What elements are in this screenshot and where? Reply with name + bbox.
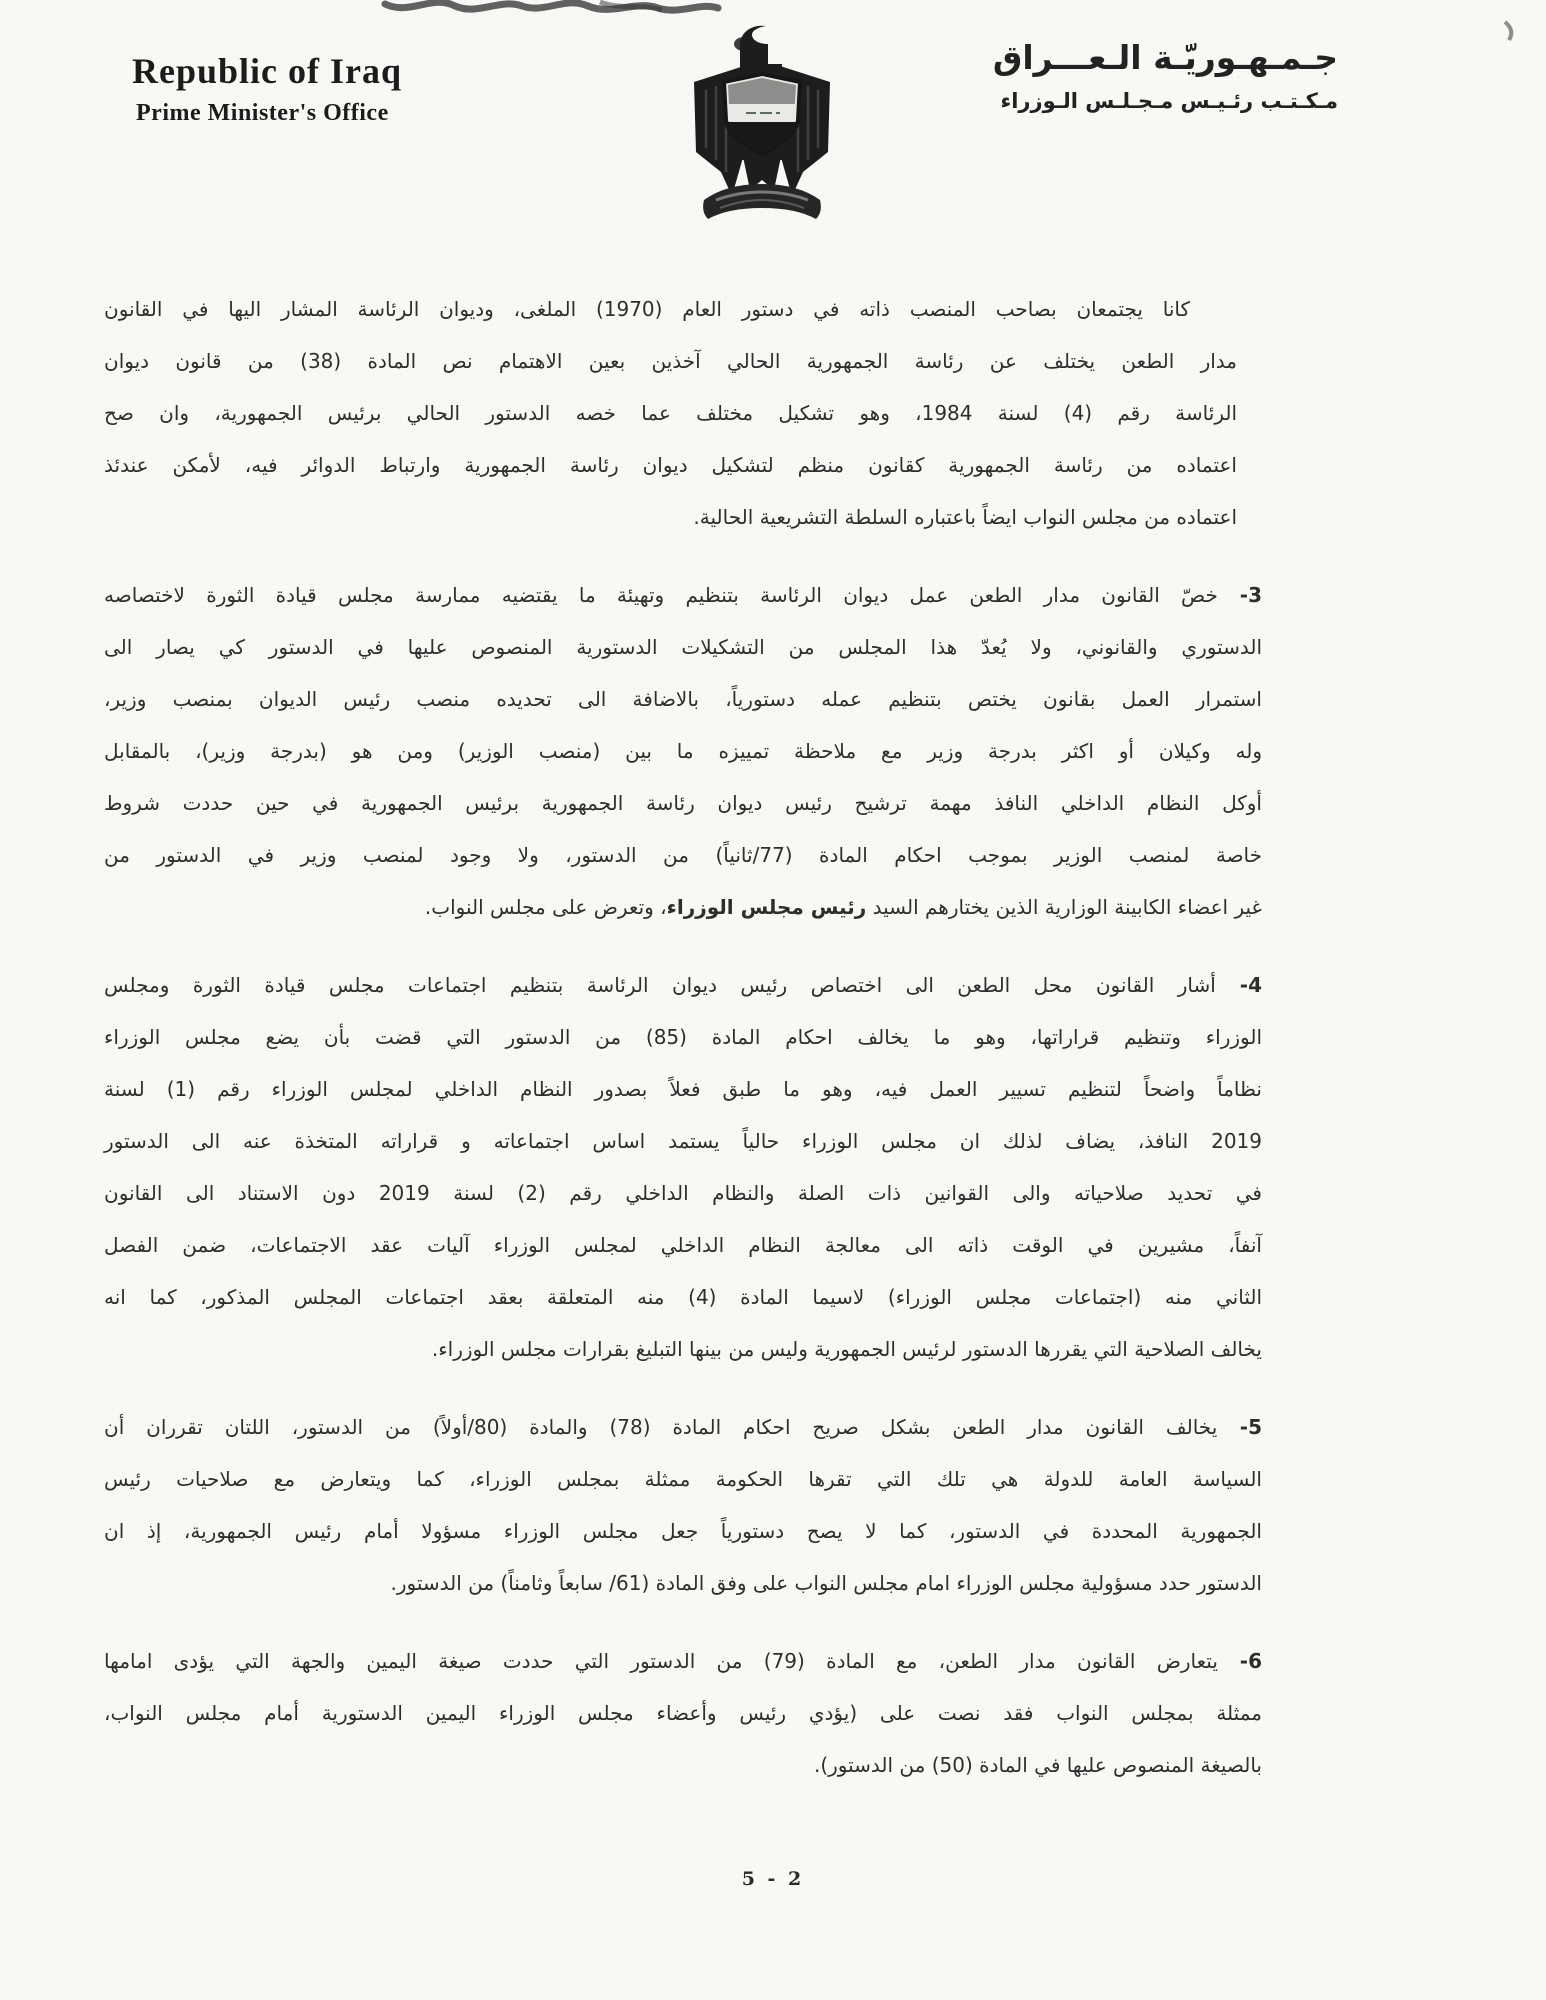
text-segment: يخالف الصلاحية التي يقررها الدستور لرئيس الجمهورية وليس من بينها التبليغ بقرارات مجلس الوزراء. — [431, 1337, 1262, 1361]
text-segment: آنفاً، مشيرين في الوقت ذاته الى معالجة النظام الداخلي لمجلس الوزراء آليات عقد الاجتماعات، ضمن الفصل — [104, 1233, 1262, 1257]
item-number: 6- — [1217, 1649, 1263, 1673]
text-line — [104, 569, 1262, 621]
text-segment: الثاني منه (اجتماعات مجلس الوزراء) لاسيما المادة (4) منه المتعلقة بعقد اجتماعات المجلس المذكور، كما انه — [104, 1285, 1263, 1309]
text-segment: السياسة العامة للدولة هي تلك التي تقرها الحكومة ممثلة بمجلس الوزراء، كما ويتعارض مع صلاحيات رئيس — [104, 1467, 1262, 1491]
text-line — [104, 959, 1262, 1011]
text-line — [104, 439, 1237, 491]
text-line — [104, 1453, 1262, 1505]
text-line — [104, 1271, 1262, 1323]
text-line — [104, 1219, 1262, 1271]
text-segment: اعتماده من مجلس النواب ايضاً باعتباره السلطة التشريعية الحالية. — [693, 505, 1237, 529]
text-line — [104, 829, 1262, 881]
text-line — [104, 1401, 1262, 1453]
text-line — [104, 621, 1262, 673]
text-segment: رئيس مجلس الوزراء — [666, 895, 867, 919]
text-segment: مدار الطعن يختلف عن رئاسة الجمهورية الحالي آخذين بعين الاهتمام نص المادة (38) من قانون ديوان — [104, 349, 1237, 373]
text-segment: 2019 النافذ، يضاف لذلك ان مجلس الوزراء حالياً يستمد اساس اجتماعاته و قراراته المتخذة عنه الى الدستور — [104, 1129, 1262, 1153]
text-line — [104, 1739, 1262, 1791]
text-line — [104, 1011, 1262, 1063]
text-segment: الرئاسة رقم (4) لسنة 1984، وهو تشكيل مختلف عما خصه الدستور الحالي برئيس الجمهورية، وان صح — [104, 401, 1238, 425]
text-line — [104, 673, 1262, 725]
iraq-coat-of-arms-eagle-icon — [676, 20, 848, 228]
text-line — [104, 335, 1237, 387]
text-line — [104, 1505, 1262, 1557]
country-name-arabic: جـمـهـوريّـة الـعـــراق — [992, 38, 1338, 77]
text-segment: اعتماده من رئاسة الجمهورية كقانون منظم لتشكيل ديوان رئاسة الجمهورية وارتباط الدوائر فيه، لأمكن عندئذ — [104, 453, 1237, 477]
office-name-arabic: مـكـتـب رئـيـس مـجـلـس الـوزراء — [1000, 89, 1338, 113]
numbered-item-5 — [104, 1401, 1262, 1609]
text-segment: الدستور حدد مسؤولية مجلس الوزراء امام مجلس النواب على وفق المادة (61/ سابعاً وثامناً) من الدستور. — [390, 1571, 1262, 1595]
numbered-item-4 — [104, 959, 1262, 1375]
text-line — [104, 1635, 1262, 1687]
intro-paragraph — [104, 283, 1262, 543]
text-segment: الجمهورية المحددة في الدستور، كما لا يصح دستورياً جعل مجلس الوزراء مسؤولا أمام رئيس الجمهورية، إذ ان — [104, 1519, 1262, 1543]
item-number: 5- — [1217, 1415, 1263, 1439]
text-segment: أشار القانون محل الطعن الى اختصاص رئيس ديوان الرئاسة بتنظيم اجتماعات مجلس قيادة الثورة ومجلس — [104, 973, 1216, 997]
letterhead-arabic — [993, 38, 1338, 113]
text-segment: يخالف القانون مدار الطعن بشكل صريح احكام المادة (78) والمادة (80/أولاً) من الدستور، اللتان تقرران أن — [104, 1415, 1218, 1439]
text-line — [104, 387, 1237, 439]
text-segment: يتعارض القانون مدار الطعن، مع المادة (79) من الدستور التي حددت صيغة اليمين والجهة التي يؤدى امامها — [104, 1649, 1218, 1673]
text-line — [104, 777, 1262, 829]
letterhead-english — [132, 50, 402, 127]
text-line — [104, 1063, 1262, 1115]
text-segment: كانا يجتمعان بصاحب المنصب ذاته في دستور العام (1970) الملغى، وديوان الرئاسة المشار اليها في القانون — [104, 297, 1190, 321]
country-name-english: Republic of Iraq — [132, 51, 403, 91]
text-line — [104, 1687, 1262, 1739]
text-segment: نظاماً واضحاً لتنظيم تسيير العمل فيه، وهو ما طبق فعلاً بصدور النظام الداخلي لمجلس الوزراء رقم (1) لسنة — [104, 1077, 1262, 1101]
text-line — [104, 1115, 1262, 1167]
page-number: 5 - 2 — [741, 1868, 805, 1890]
text-line — [104, 881, 1262, 933]
office-name-english: Prime Minister's Office — [136, 100, 389, 126]
text-line — [104, 725, 1262, 777]
text-segment: غير اعضاء الكابينة الوزارية الذين يختارهم السيد — [866, 895, 1262, 919]
text-segment: أوكل النظام الداخلي النافذ مهمة ترشيح رئيس ديوان رئاسة الجمهورية برئيس الجمهورية في حين حددت شروط — [104, 791, 1262, 815]
text-segment: ممثلة بمجلس النواب فقد نصت على (يؤدي رئيس وأعضاء مجلس الوزراء اليمين الدستورية أمام مجلس النواب، — [104, 1701, 1262, 1725]
numbered-item-3 — [104, 569, 1262, 933]
text-segment: وله وكيلان أو اكثر بدرجة وزير مع ملاحظة تمييزه ما بين (منصب الوزير) ومن هو (بدرجة وزير)، بالمقابل — [104, 739, 1262, 763]
text-line — [104, 1323, 1262, 1375]
text-segment: الدستوري والقانوني، ولا يُعدّ هذا المجلس من التشكيلات الدستورية المنصوص عليها في الدستور كي يصار الى — [104, 635, 1262, 659]
text-segment: استمرار العمل بقانون يختص بتنظيم عمله دستورياً، بالاضافة الى تحديده منصب رئيس الديوان بمنصب وزير، — [104, 687, 1262, 711]
text-line — [104, 283, 1237, 335]
item-number: 4- — [1215, 973, 1263, 997]
text-segment: خاصة لمنصب الوزير بموجب احكام المادة (77/ثانياً) من الدستور، ولا وجود لمنصب وزير في الدستور من — [104, 843, 1263, 867]
text-line — [104, 1167, 1262, 1219]
text-segment: خصّ القانون مدار الطعن عمل ديوان الرئاسة بتنظيم وتهيئة ما يقتضيه ممارسة مجلس قيادة الثورة لاختصاصه — [104, 583, 1218, 607]
text-line — [104, 1557, 1262, 1609]
item-number: 3- — [1217, 583, 1263, 607]
numbered-item-6 — [104, 1635, 1262, 1791]
text-segment: في تحديد صلاحياته والى القوانين ذات الصلة والنظام الداخلي رقم (2) لسنة 2019 دون الاستناد الى القانون — [104, 1181, 1262, 1205]
text-segment: بالصيغة المنصوص عليها في المادة (50) من الدستور). — [813, 1753, 1262, 1777]
text-line — [104, 491, 1237, 543]
document-body — [104, 283, 1262, 1817]
text-segment: الوزراء وتنظيم قراراتها، وهو ما يخالف احكام المادة (85) من الدستور التي قضت بأن يضع مجلس الوزراء — [104, 1025, 1262, 1049]
text-segment: ، وتعرض على مجلس النواب. — [424, 895, 667, 919]
